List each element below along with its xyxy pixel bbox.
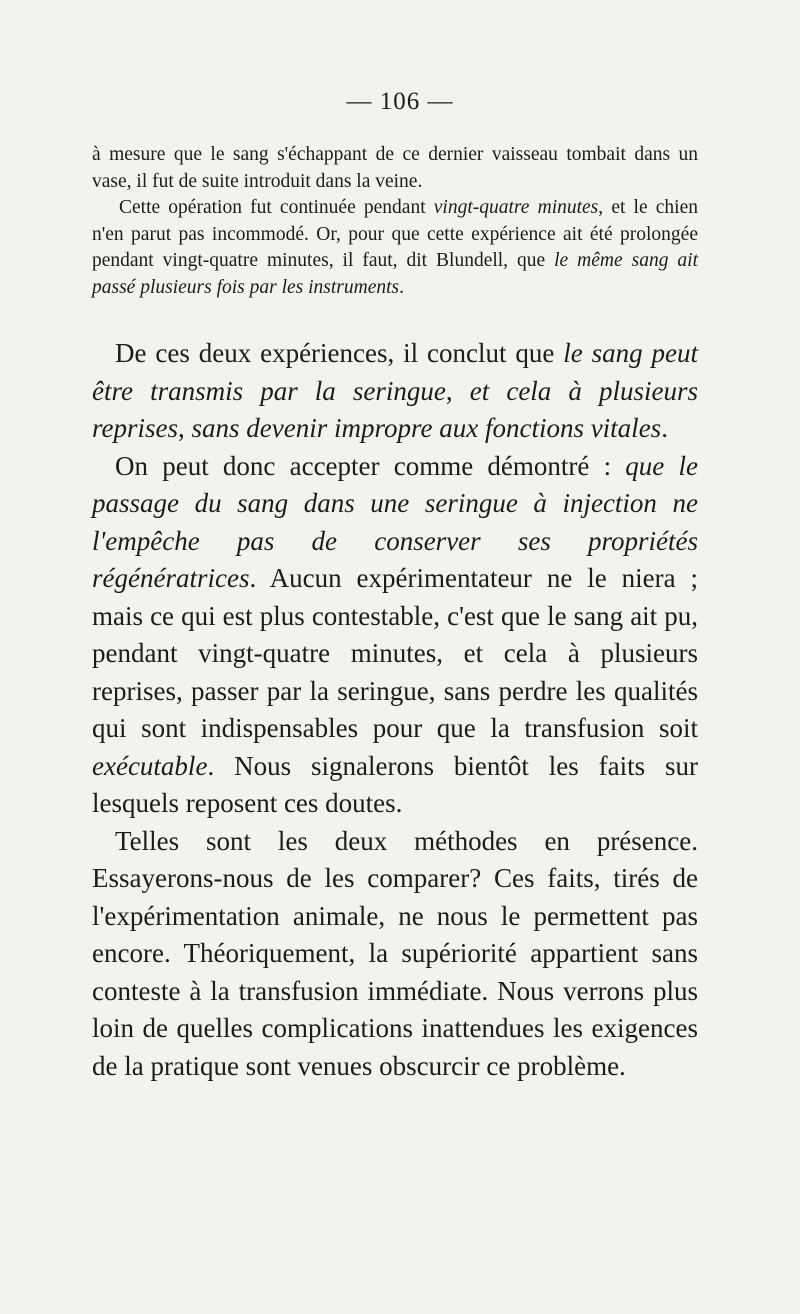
- text-run: .: [399, 276, 405, 298]
- italic-phrase: et cela à plusieurs reprises: [92, 375, 699, 443]
- italic-phrase: sans devenir impropre aux fonctions vitales: [191, 413, 662, 443]
- text-run: De ces deux expériences, il conclut que: [115, 338, 564, 368]
- text-run: . Aucun expérimentateur ne le niera ; mais ce qui est plus contestable, c'est que le sang ait pu, pendant vingt-quatre minutes, et cela à plusieurs reprises, passer par la seringue, sans perdre les qualités qui sont indispensables pour que la transfusion soit: [92, 563, 698, 743]
- text-run: Cette opération fut continuée pendant: [119, 197, 434, 218]
- paragraph: à mesure que le sang s'échappant de ce dernier vaisseau tombait dans un vase, il fut de suite introduit dans la veine.: [92, 144, 698, 192]
- italic-phrase: exécutable: [92, 750, 208, 781]
- italic-phrase: que le passage du sang dans une seringue à injection ne l'empêche pas de conserver ses propriétés régénératrices: [92, 450, 698, 593]
- italic-phrase: le même sang ait passé plusieurs fois par les instruments: [92, 250, 698, 298]
- text-run: On peut donc accepter comme démontré :: [115, 450, 626, 481]
- text-run: ,: [445, 375, 470, 406]
- page-number: — 106 —: [346, 88, 454, 115]
- large-print-block: [92, 335, 698, 1085]
- text-run: ,: [178, 413, 192, 443]
- text-run: .: [661, 413, 668, 443]
- small-print-block: [92, 142, 698, 301]
- italic-phrase: vingt-quatre minutes: [433, 197, 599, 218]
- text-run: . Nous signalerons bientôt les faits sur lesquels reposent ces doutes.: [92, 750, 698, 818]
- italic-phrase: le sang peut être transmis par la seringue: [92, 338, 698, 406]
- text-run: , et le chien n'en parut pas incommodé. Or, pour que cette expérience ait été prolongée pendant vingt-quatre minutes, il faut, dit Blundell, que: [92, 197, 699, 271]
- paragraph: [92, 335, 698, 448]
- paragraph: Telles sont les deux méthodes en présence. Essayerons-nous de les comparer? Ces faits, tirés de l'expérimentation animale, ne nous le permettent pas encore. Théoriquement, la supériorité appartient sans conteste à la transfusion immédiate. Nous verrons plus loin de quelles complications inattendues les exigences de la pratique sont venues obscurcir ce problème.: [92, 825, 698, 1081]
- paragraph: [92, 195, 698, 301]
- paragraph: [92, 448, 698, 823]
